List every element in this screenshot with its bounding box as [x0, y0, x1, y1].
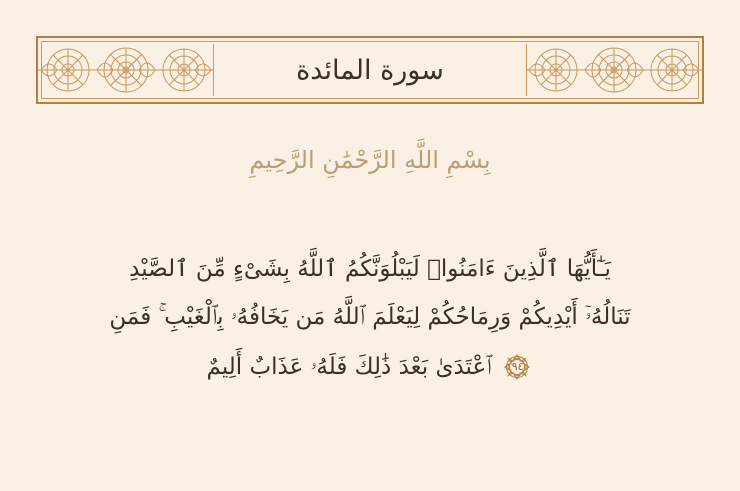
arabesque-rosette-ornament	[38, 38, 213, 102]
left-ornament-panel	[527, 38, 702, 102]
ayah-last-line-row	[60, 343, 680, 391]
right-ornament-panel	[38, 38, 213, 102]
surah-header-frame	[36, 36, 704, 104]
basmala-text: بِسْمِ اللَّهِ الرَّحْمَٰنِ الرَّحِيمِ	[249, 146, 491, 174]
ayah-line: يَـٰٓأَيُّهَا ٱلَّذِينَ ءَامَنُوا۟ لَيَبْلُوَنَّكُمُ ٱللَّهُ بِشَىْءٍ مِّنَ ٱلصَّيْدِ	[129, 256, 611, 282]
ayah-line: ٱعْتَدَىٰ بَعْدَ ذَٰلِكَ فَلَهُۥ عَذَابٌ أَلِيمٌ	[206, 354, 492, 380]
surah-title-panel	[213, 38, 527, 102]
ayah-text-block	[60, 245, 680, 391]
ayah-marker-medallion	[501, 351, 533, 383]
surah-title: سورة المائدة	[296, 54, 444, 86]
ayah-number: ٩٤	[511, 360, 524, 373]
arabesque-rosette-ornament	[527, 38, 702, 102]
ayah-line: تَنَالُهُۥٓ أَيْدِيكُمْ وَرِمَاحُكُمْ لِيَعْلَمَ ٱللَّهُ مَن يَخَافُهُۥ بِٱلْغَيْبِ ۚ فَمَنِ	[109, 304, 631, 330]
